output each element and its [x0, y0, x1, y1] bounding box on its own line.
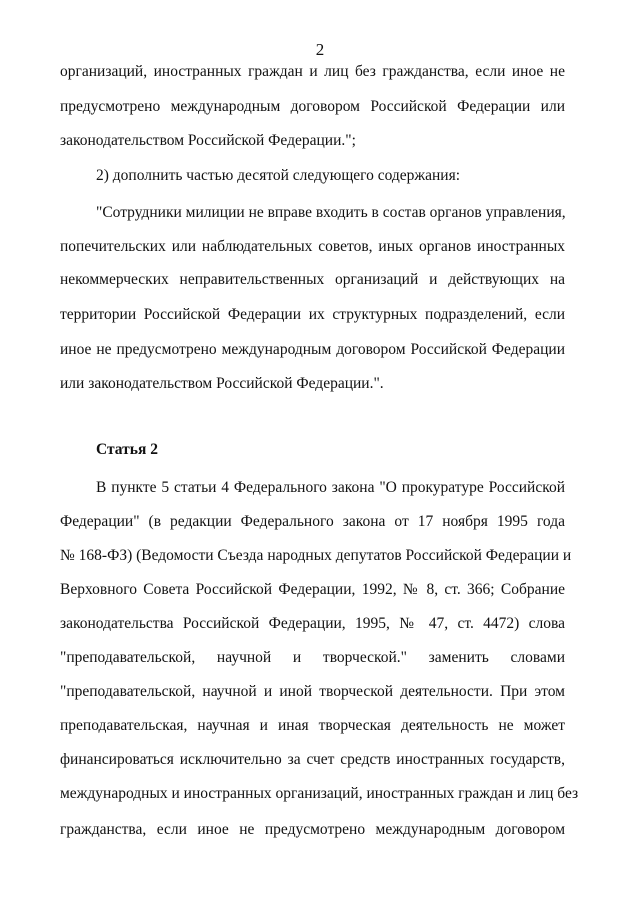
quote-line: "Сотрудники милиции не вправе входить в состав органов управления,	[96, 204, 566, 221]
article-line: "преподавательской, научной и творческой." заменить словами	[60, 649, 565, 666]
list-item-line: 2) дополнить частью десятой следующего содержания:	[96, 167, 461, 184]
quote-line: некоммерческих неправительственных организаций и действующих на	[60, 271, 565, 288]
article-line: законодательства Российской Федерации, 1995, № 47, ст. 4472) слова	[60, 615, 565, 632]
article-line: "преподавательской, научной и иной творческой деятельности. При этом	[60, 683, 565, 700]
page-number: 2	[315, 40, 325, 59]
article-heading: Статья 2	[96, 441, 158, 458]
quote-line: или законодательством Российской Федерации.".	[60, 375, 384, 392]
article-line: № 168-ФЗ) (Ведомости Съезда народных депутатов Российской Федерации и	[60, 547, 572, 564]
quote-line: территории Российской Федерации их структурных подразделений, если	[60, 306, 565, 323]
article-line: международных и иностранных организаций, иностранных граждан и лиц без	[60, 785, 579, 802]
text-line: законодательством Российской Федерации.";	[60, 132, 356, 149]
article-line: Федерации" (в редакции Федерального закона от 17 ноября 1995 года	[60, 513, 565, 530]
article-line: финансироваться исключительно за счет средств иностранных государств,	[60, 751, 565, 768]
article-line: гражданства, если иное не предусмотрено международным договором	[60, 821, 565, 838]
quote-line: попечительских или наблюдательных советов, иных органов иностранных	[60, 238, 565, 255]
article-line: В пункте 5 статьи 4 Федерального закона "О прокуратуре Российской	[96, 479, 565, 496]
quote-line: иное не предусмотрено международным договором Российской Федерации	[60, 341, 565, 358]
article-line: преподавательская, научная и иная творческая деятельность не может	[60, 717, 565, 734]
text-line: организаций, иностранных граждан и лиц без гражданства, если иное не	[60, 63, 565, 80]
article-line: Верховного Совета Российской Федерации, 1992, № 8, ст. 366; Собрание	[60, 581, 565, 598]
text-line: предусмотрено международным договором Российской Федерации или	[60, 98, 565, 115]
